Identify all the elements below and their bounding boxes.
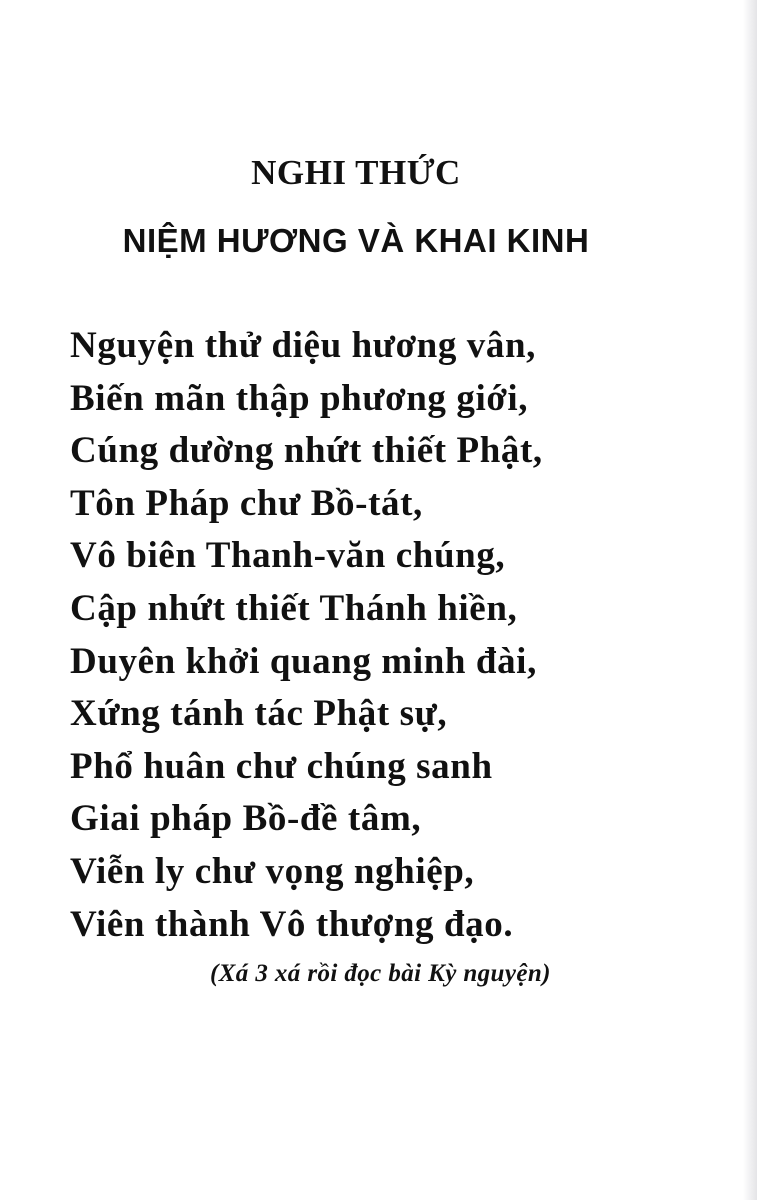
verse-list (70, 320, 543, 951)
verse-line: Phổ huân chư chúng sanh (70, 745, 493, 787)
page-title: NGHI THỨC (251, 153, 461, 192)
page-subtitle: NIỆM HƯƠNG VÀ KHAI KINH (122, 222, 590, 259)
page-edge-shadow (743, 0, 757, 1200)
verse-line: Cập nhứt thiết Thánh hiền, (70, 587, 518, 629)
verse-line: Biến mãn thập phương giới, (70, 377, 529, 419)
verse-line: Xứng tánh tác Phật sự, (70, 693, 448, 735)
instruction-note: (Xá 3 xá rồi đọc bài Kỳ nguyện) (210, 960, 551, 987)
verse-line: Nguyện thử diệu hương vân, (70, 325, 537, 366)
verse-line: Viễn ly chư vọng nghiệp, (70, 850, 475, 892)
verse-line: Viên thành Vô thượng đạo. (70, 903, 514, 945)
verse-line: Duyên khởi quang minh đài, (70, 640, 537, 682)
verse-line: Tôn Pháp chư Bồ-tát, (70, 482, 423, 524)
verse-line: Cúng dường nhứt thiết Phật, (70, 430, 543, 472)
verse-line: Vô biên Thanh-văn chúng, (70, 535, 506, 577)
verse-line: Giai pháp Bồ-đề tâm, (70, 798, 422, 840)
